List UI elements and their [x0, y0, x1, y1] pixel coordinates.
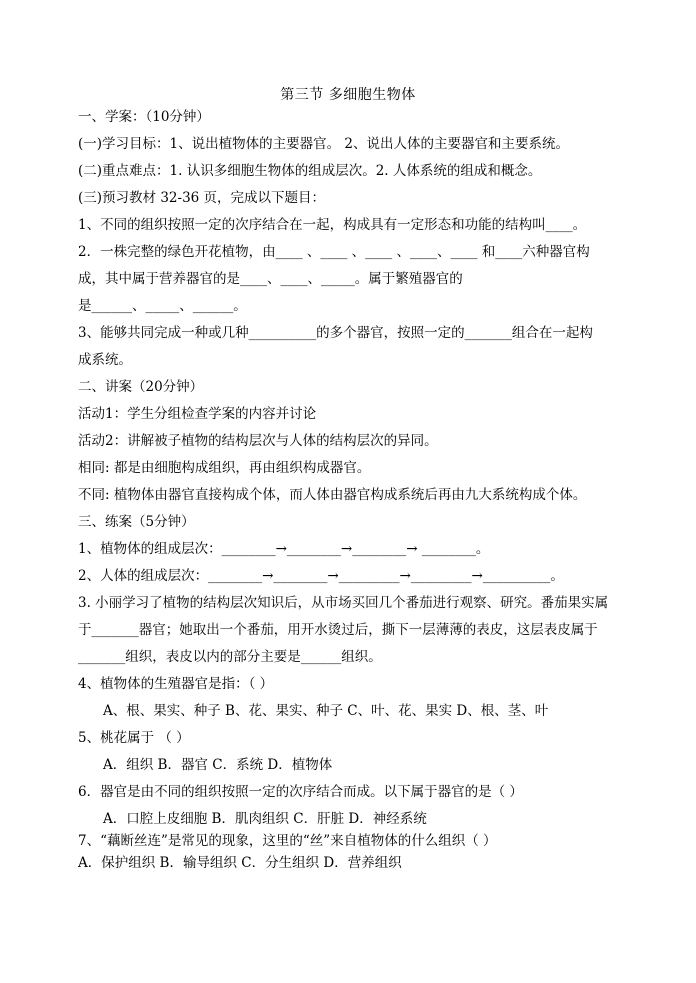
section-heading-practice: 三、练案（5分钟） — [78, 514, 195, 530]
practice-2: 2、人体的组成层次：________→________→_________→_________→__________。 — [78, 568, 564, 584]
practice-4-options: A、根、果实、种子 B、花、果实、种子 C、叶、花、果实 D、根、茎、叶 — [103, 703, 549, 719]
practice-7-options: A．保护组织 B．输导组织 C．分生组织 D．营养组织 — [78, 855, 402, 871]
page-title: 第三节 多细胞生物体 — [280, 87, 416, 103]
section-heading-lecture: 二、讲案（20分钟） — [78, 379, 204, 395]
key-difficulties: (二)重点难点：1. 认识多细胞生物体的组成层次。2. 人体系统的组成和概念。 — [78, 163, 542, 179]
practice-1: 1、植物体的组成层次：________→________→________→ ________。 — [78, 541, 490, 557]
learning-goals: (一)学习目标：1、说出植物体的主要器官。 2、说出人体的主要器官和主要系统。 — [78, 136, 570, 152]
practice-5: 5、桃花属于 （ ） — [78, 730, 190, 746]
activity-1: 活动1：学生分组检查学案的内容并讨论 — [78, 406, 317, 422]
question-2-line-3: 是______、_____、______。 — [78, 298, 247, 314]
practice-3-line-3: _______组织，表皮以内的部分主要是______组织。 — [78, 649, 382, 665]
question-3-line-1: 3、能够共同完成一种或几种__________的多个器官，按照一定的_______组合在一起构 — [78, 325, 593, 341]
practice-3-line-1: 3. 小丽学习了植物的结构层次知识后，从市场买回几个番茄进行观察、研究。番茄果实属 — [78, 595, 609, 611]
practice-4: 4、植物体的生殖器官是指：（ ） — [78, 676, 274, 692]
preview-instruction: (三)预习教材 32-36 页，完成以下题目： — [78, 190, 326, 206]
activity-2: 活动2：讲解被子植物的结构层次与人体的结构层次的异同。 — [78, 433, 438, 449]
practice-6-options: A．口腔上皮细胞 B．肌肉组织 C．肝脏 D．神经系统 — [103, 811, 427, 827]
practice-7: 7、“藕断丝连”是常见的现象，这里的“丝”来自植物体的什么组织（ ） — [78, 833, 497, 849]
question-2-line-2: 成，其中属于营养器官的是____、____、_____。属于繁殖器官的 — [78, 271, 463, 287]
practice-5-options: A．组织 B．器官 C．系统 D．植物体 — [103, 757, 333, 773]
question-2-line-1: 2．一株完整的绿色开花植物，由____ 、____ 、____ 、____、____ 和____六种器官构 — [78, 244, 590, 260]
similarity-text: 相同: 都是由细胞构成组织，再由组织构成器官。 — [78, 460, 371, 476]
question-1: 1、不同的组织按照一定的次序结合在一起，构成具有一定形态和功能的结构叫____。 — [78, 217, 587, 233]
practice-3-line-2: 于_______器官；她取出一个番茄，用开水烫过后，撕下一层薄薄的表皮，这层表皮属于 — [78, 622, 598, 638]
difference-text: 不同: 植物体由器官直接构成个体，而人体由器官构成系统后再由九大系统构成个体。 — [78, 487, 587, 503]
practice-6: 6．器官是由不同的组织按照一定的次序结合而成。以下属于器官的是（ ） — [78, 784, 523, 800]
question-3-line-2: 成系统。 — [78, 352, 132, 368]
section-heading-study: 一、学案：（10分钟） — [78, 109, 210, 125]
